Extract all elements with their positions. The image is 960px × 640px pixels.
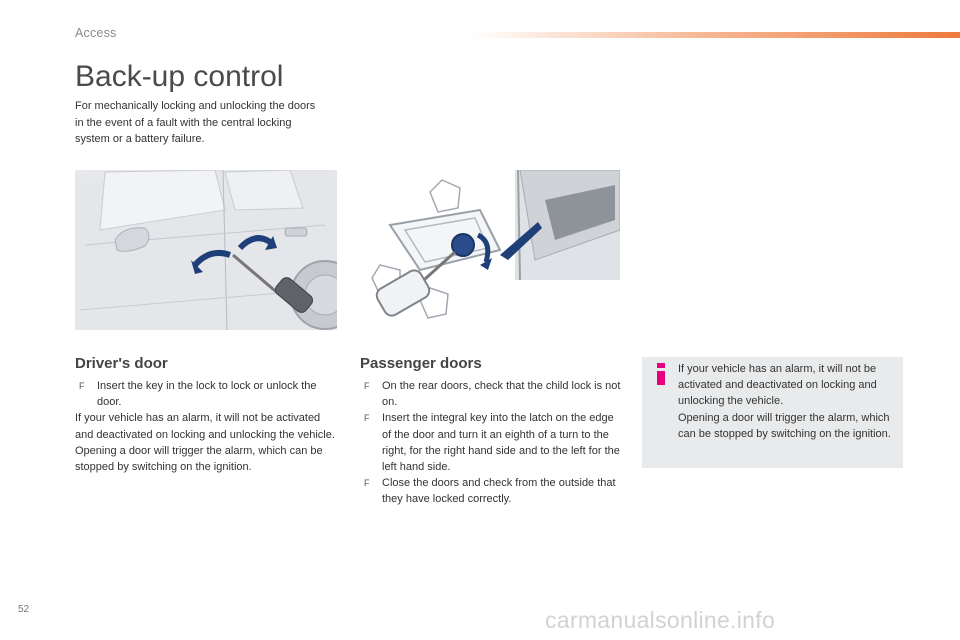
car-side-drawing	[75, 170, 337, 330]
page-number: 52	[18, 604, 30, 615]
step-text: Insert the key in the lock to lock or unlock the door.	[97, 380, 317, 409]
drivers-door-text	[75, 378, 337, 475]
step-marker: F	[364, 478, 370, 489]
drivers-door-illustration	[75, 170, 337, 330]
paragraph: If your vehicle has an alarm, it will not be activated and deactivated on locking and unlocking the vehicle.	[75, 412, 335, 441]
watermark: carmanualsonline.info	[545, 607, 776, 633]
door-latch-drawing	[360, 170, 620, 330]
intro-text: For mechanically locking and unlocking the doors in the event of a fault with the central locking system or a battery failure.	[75, 100, 316, 145]
list-item	[360, 475, 622, 507]
list-item	[360, 378, 622, 410]
passenger-doors-heading: Passenger doors	[360, 355, 482, 372]
header-accent-bar	[470, 32, 960, 38]
page-title: Back-up control	[75, 60, 284, 93]
passenger-doors-text	[360, 378, 622, 508]
passenger-door-illustration	[360, 170, 620, 330]
list-item	[75, 378, 337, 410]
step-marker: F	[364, 413, 370, 424]
section-label: Access	[75, 26, 117, 40]
list-item	[360, 410, 622, 475]
info-icon	[654, 363, 668, 385]
step-text: Insert the integral key into the latch on the edge of the door and turn it an eighth of a turn to the right, for the right hand side and to the left for the left hand side.	[382, 412, 620, 474]
step-text: On the rear doors, check that the child lock is not on.	[382, 380, 621, 409]
step-marker: F	[79, 381, 85, 391]
info-text	[678, 361, 898, 442]
step-text: Close the doors and check from the outside that they have locked correctly.	[382, 477, 616, 506]
info-box	[642, 357, 903, 468]
step-marker: F	[364, 381, 370, 391]
paragraph: Opening a door will trigger the alarm, which can be stopped by switching on the ignition.	[75, 444, 323, 474]
info-line: If your vehicle has an alarm, it will not be activated and deactivated on locking and unlocking the vehicle.	[678, 363, 877, 408]
drivers-door-heading: Driver's door	[75, 355, 168, 372]
info-line: Opening a door will trigger the alarm, which can be stopped by switching on the ignition.	[678, 411, 891, 440]
